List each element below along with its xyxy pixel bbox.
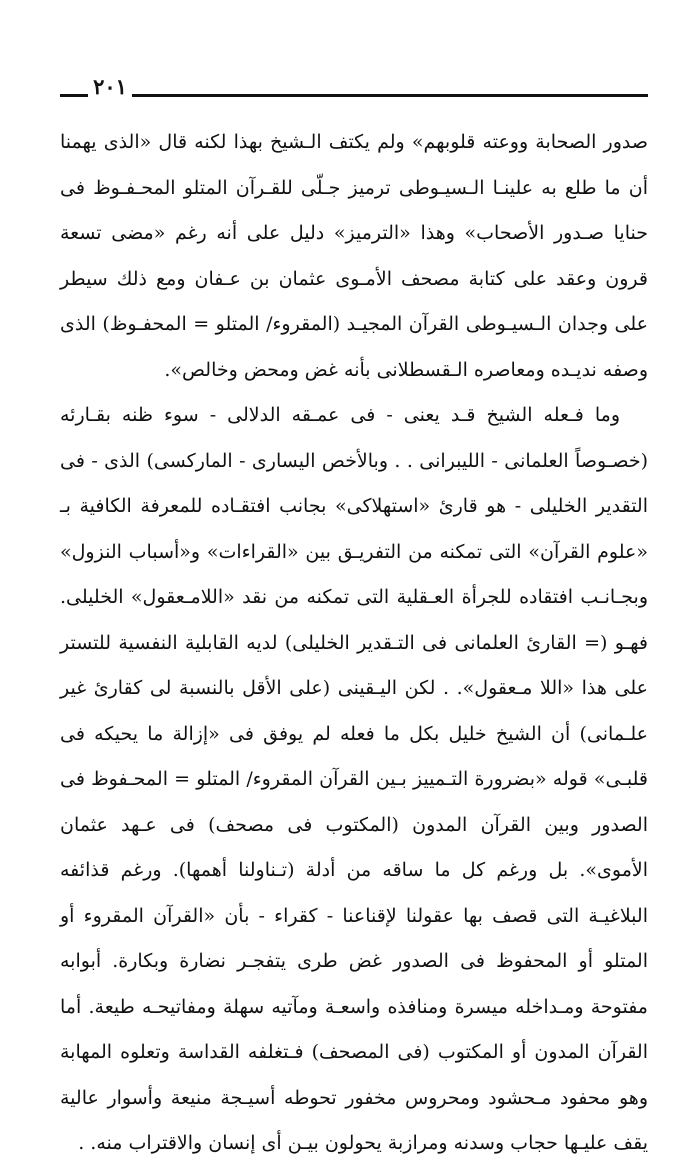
page-header [60, 72, 648, 102]
page-number: ٢٠١ [93, 74, 127, 99]
paragraph: وما فـعله الشيخ قـد يعنى - فى عمـقه الدلالى - سوء ظنه بقـارئه (خصـوصاً العلمانى - الليبرانى . . وبالأخص اليسارى - الماركسى) الذى - فى التقدير الخليلى - هو قارئ «استهلاكى» بجانب افتقـاده للمعرفة الكافية بـ «علوم القرآن» التى تمكنه من التفريـق بين «القراءات» و«أسباب النزول» وبجـانـب افتقاده للجرأة العـقلية التى تمكنه من نقد «اللامـعقول» الخليلى. فهـو (= القارئ العلمانى فى التـقدير الخليلى) لديه القابلية النفسية للتستر على هذا «اللا مـعقول». . لكن اليـقينى (على الأقل بالنسبة لى كقارئ غير علـمانى) أن الشيخ خليل بكل ما فعله لم يوفق فى «إزالة ما يحيكه فى قلبـى» قوله «بضرورة التـمييز بـين القرآن المقروء/ المتلو = المحـفوظ فى الصدور وبين القرآن المدون (المكتوب فى مصحف) فى عـهد عثمان الأموى». بل ورغم كل ما ساقه من أدلة (تـناولنا أهمها). ورغم قذائفه البلاغيـة التى قصف بها عقولنا لإقناعنا - كقراء - بأن «القرآن المقروء أو المتلو أو المحفوظ فى الصدور غض طرى يتفجـر نضارة وبكارة. أبوابه مفتوحة ومـداخله ميسرة ومنافذه واسعـة ومآتيه سهلة ومفاتيحـه طيعة. أما القرآن المدون أو المكتوب (فى المصحف) فـتغلفه القداسة وتعلوه المهابة وهو محفود مـحشود ومحروس مخفور تحوطه أسيـجة منيعة وأسوار عالية يقف عليـها حجاب وسدنه ومرازبة يحولون بيـن أى إنسان والاقتراب منه. . [60, 404, 648, 1154]
header-rule-short [60, 94, 88, 97]
body-text [60, 120, 648, 1167]
header-rule [132, 94, 648, 97]
paragraph: صدور الصحابة ووعته قلوبهم» ولم يكتف الـشيخ بهذا لكنه قال «الذى يهمنا أن ما طلع به علينـا الـسيـوطى ترميز جـلّى للقـرآن المتلو المحـفـوظ فى حنايا صـدور الأصحاب» وهذا «الترميز» دليل على أنه رغم «مضى تسعة قرون وعقد على كتابة مصحف الأمـوى عثمان بن عـفان ومع ذلك سيطر على وجدان الـسيـوطى القرآن المجيـد (المقروء/ المتلو = المحفـوظ) الذى وصفه نديـده ومعاصره الـقسطلانى بأنه غض ومحض وخالص». [60, 131, 648, 381]
